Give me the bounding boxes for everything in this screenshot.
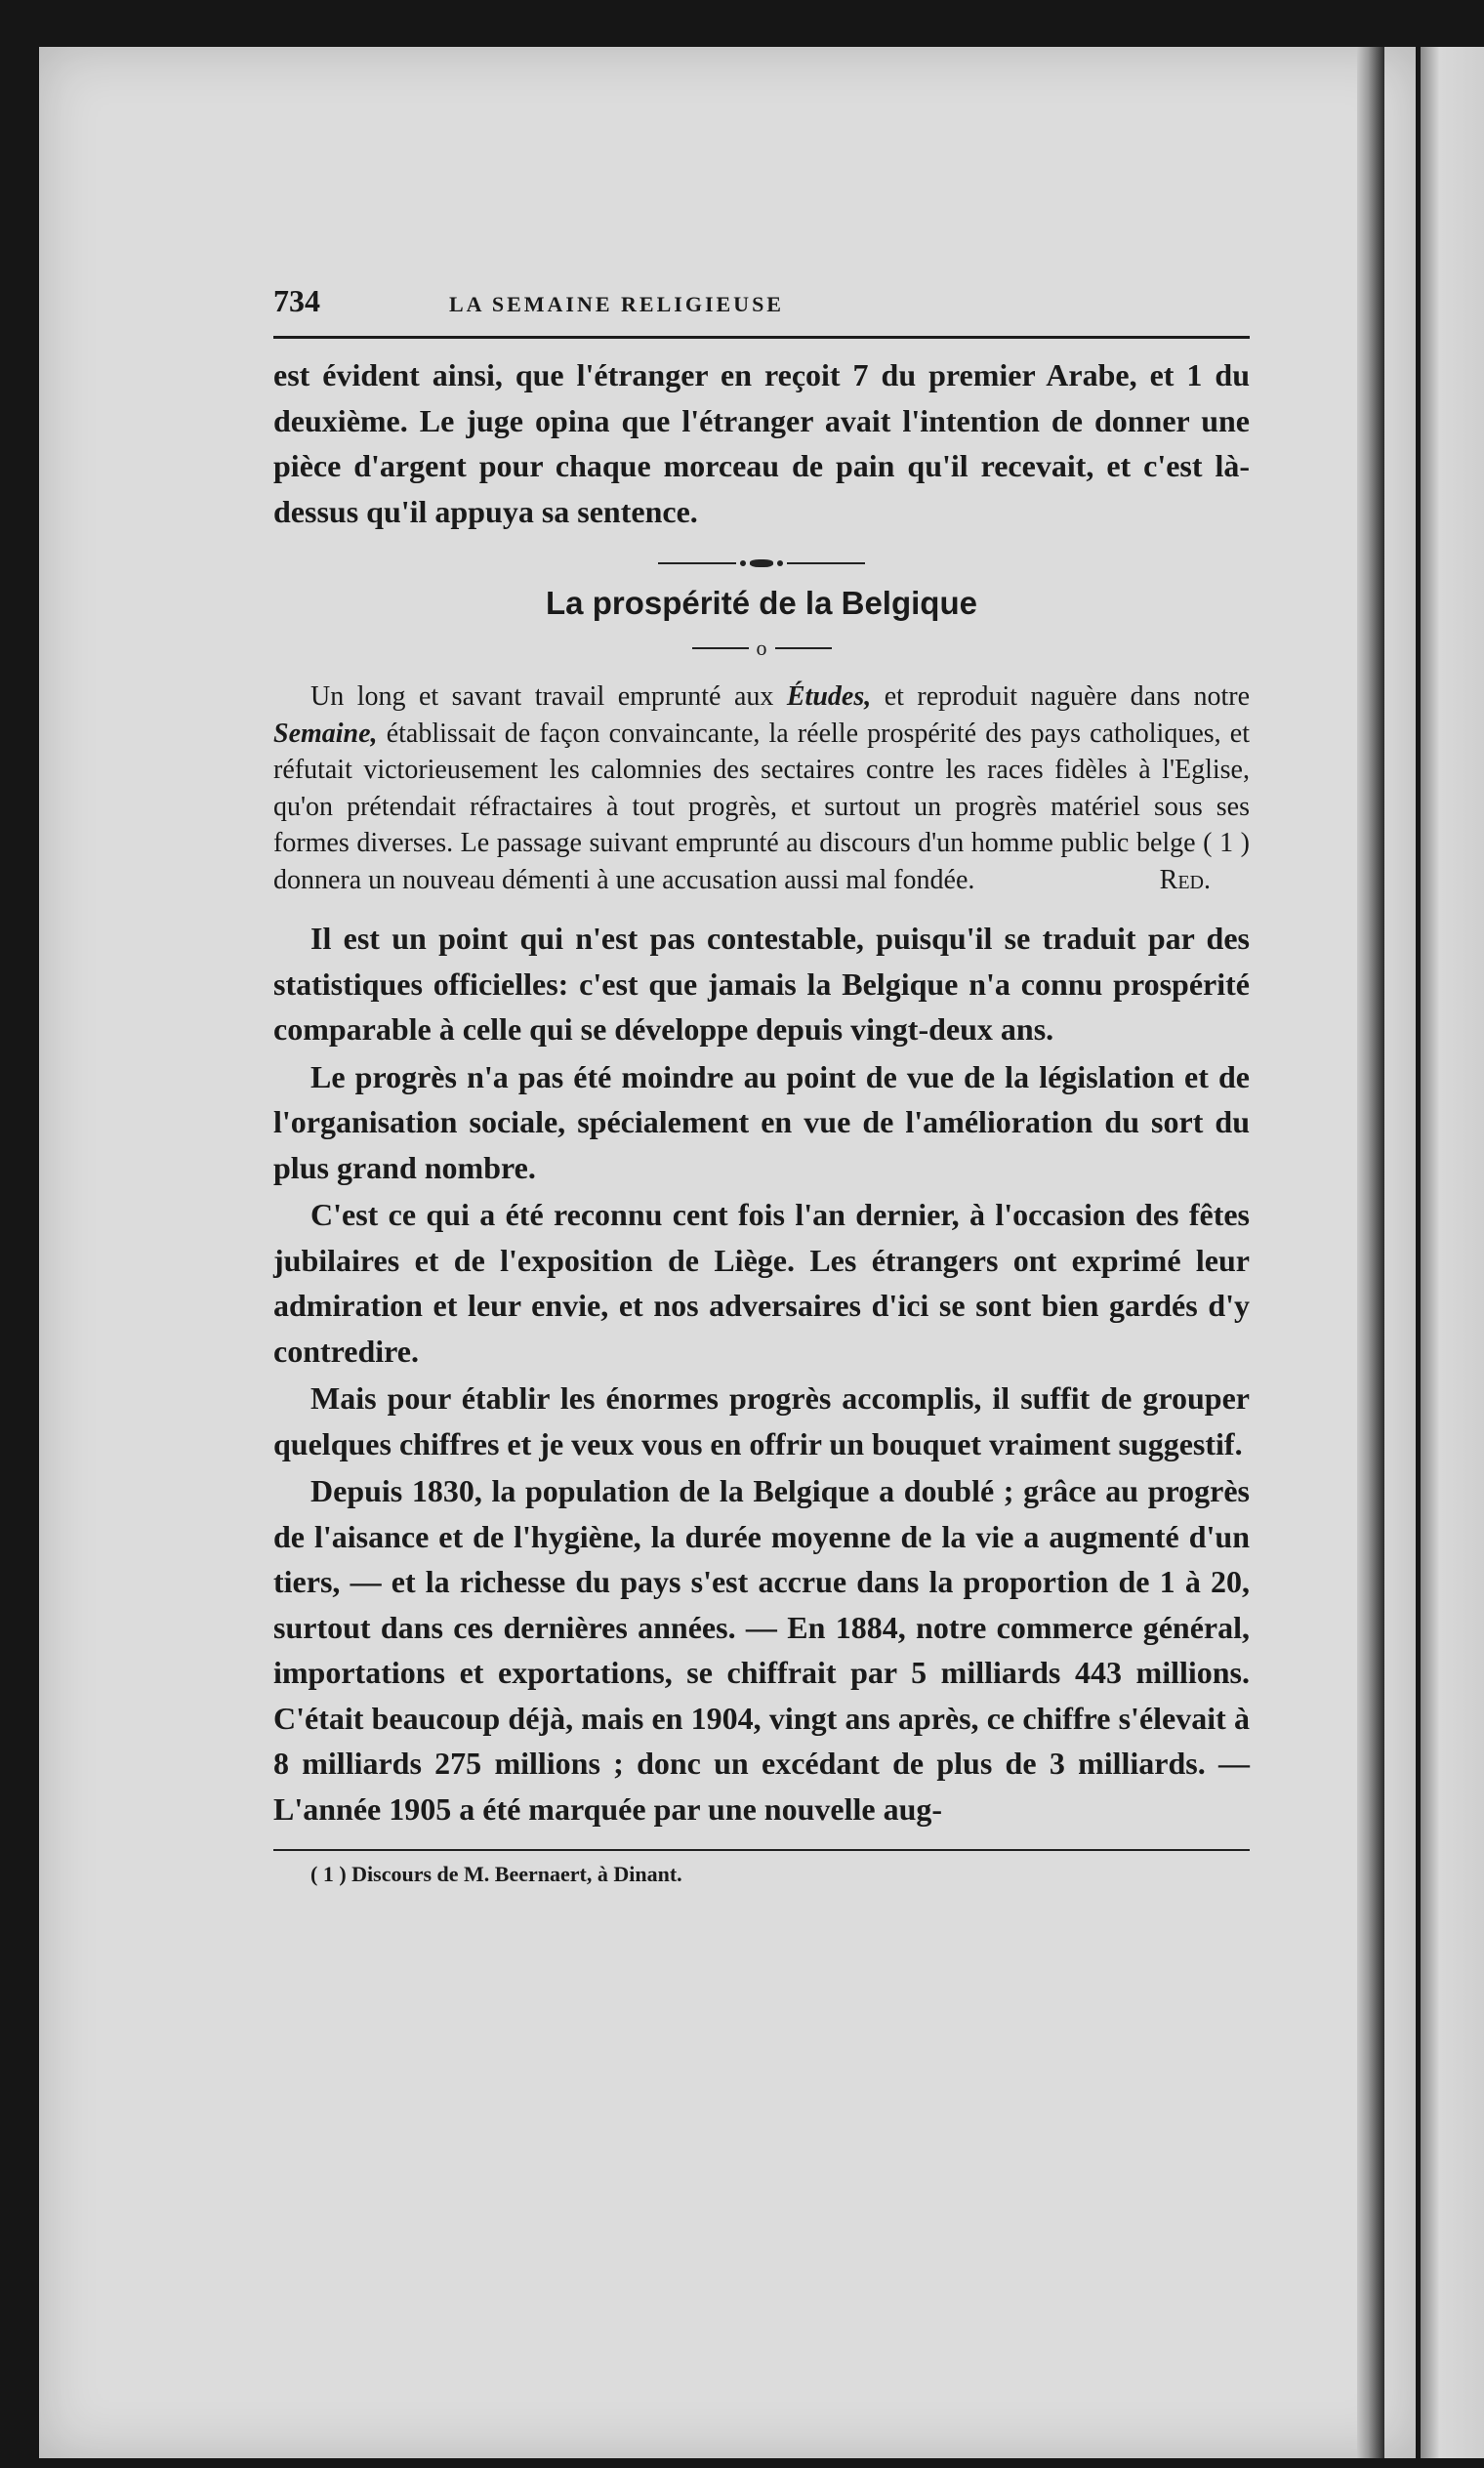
intro-part-2: et reproduit naguère dans notre bbox=[871, 681, 1250, 712]
running-head: LA SEMAINE RELIGIEUSE bbox=[449, 292, 784, 316]
article-title: La prospérité de la Belgique bbox=[546, 585, 977, 621]
opening-paragraph: est évident ainsi, que l'étranger en reçoit 7 du premier Arabe, et 1 du deuxième. Le juge opina que l'étranger avait l'intention de donner une pièce d'argent pour chaque morceau de pain qu'il recevait, et c'est là-dessus qu'il appuya sa sentence. bbox=[273, 357, 1250, 529]
article-paragraph-4: Mais pour établir les énormes progrès accomplis, il suffit de grouper quelques chiffres et je veux vous en offrir un bouquet vraiment suggestif. bbox=[273, 1380, 1250, 1461]
ornament-line-left bbox=[658, 562, 736, 564]
footnote-rule bbox=[273, 1849, 1250, 1851]
editorial-intro bbox=[273, 679, 1250, 898]
article-paragraph-2: Le progrès n'a pas été moindre au point de vue de la législation et de l'organisation sociale, spécialement en vue de l'amélioration du sort du plus grand nombre. bbox=[273, 1058, 1250, 1185]
title-sub-ornament bbox=[273, 638, 1250, 659]
article-paragraph-1: Il est un point qui n'est pas contestable, puisqu'il se traduit par des statistiques officielles: c'est que jamais la Belgique n'a connu prospérité comparable à celle qui se développe depuis vingt-deux ans. bbox=[273, 921, 1250, 1047]
ornament-center bbox=[750, 559, 773, 567]
sub-ornament-circle: o bbox=[756, 636, 767, 660]
ornament-dot-left bbox=[740, 560, 746, 566]
sub-ornament-line-left bbox=[692, 647, 749, 649]
article-paragraph-5: Depuis 1830, la population de la Belgique a doublé ; grâce au progrès de l'aisance et de l'hygiène, la durée moyenne de la vie a augmenté d'un tiers, — et la richesse du pays s'est accrue dans la proportion de 1 à 20, surtout dans ces dernières années. — En 1884, notre commerce général, importations et exportations, se chiffrait par 5 milliards 443 millions. C'était beaucoup déjà, mais en 1904, vingt ans après, ce chiffre s'élevait à 8 milliards 275 millions ; donc un excédant de plus de 3 milliards. — L'année 1905 a été marquée par une nouvelle aug- bbox=[273, 1473, 1250, 1827]
intro-italic-semaine: Semaine, bbox=[273, 718, 378, 749]
sub-ornament-line-right bbox=[775, 647, 832, 649]
page-number: 734 bbox=[273, 283, 320, 318]
ornament-line-right bbox=[787, 562, 865, 564]
article-paragraph-3: C'est ce qui a été reconnu cent fois l'an dernier, à l'occasion des fêtes jubilaires et de l'exposition de Liège. Les étrangers ont exprimé leur admiration et leur envie, et nos adversaires d'ici se sont bien gardés d'y contredire. bbox=[273, 1197, 1250, 1369]
page-header bbox=[273, 283, 1250, 339]
footnote: ( 1 ) Discours de M. Beernaert, à Dinant. bbox=[310, 1862, 682, 1886]
next-page-edge bbox=[1421, 47, 1484, 2458]
intro-italic-etudes: Études, bbox=[786, 681, 872, 712]
section-ornament bbox=[273, 559, 1250, 567]
intro-part-1: Un long et savant travail emprunté aux bbox=[310, 681, 787, 712]
page-content bbox=[273, 283, 1250, 1888]
editor-signature: Red. bbox=[1159, 864, 1211, 895]
intro-part-3: établissait de façon convaincante, la réelle prospérité des pays catholiques, et réfutait victorieusement les calomnies des sectaires contre les races fidèles à l'Eglise, qu'on prétendait réfractaires à tout progrès, et surtout un progrès matériel sous ses formes diverses. Le passage suivant emprunté au discours d'un homme public belge ( 1 ) donnera un nouveau démenti à une accusation aussi mal fondée. bbox=[273, 718, 1250, 895]
ornament-dot-right bbox=[777, 560, 783, 566]
page-gutter-shadow bbox=[1357, 47, 1384, 2458]
